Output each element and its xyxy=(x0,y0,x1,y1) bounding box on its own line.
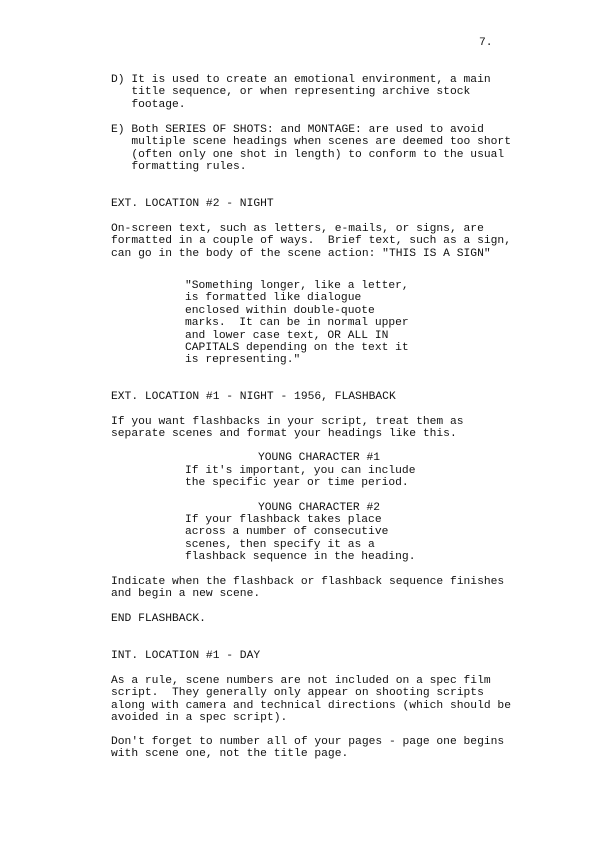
action-paragraph: If you want flashbacks in your script, treat them as separate scenes and format your headings like this. xyxy=(111,416,464,441)
action-paragraph: Indicate when the flashback or flashback sequence finishes and begin a new scene. xyxy=(111,576,505,601)
action-paragraph: On-screen text, such as letters, e-mails, or signs, are formatted in a couple of ways. Brief text, such as a sign, can go in the body of the scene action: "THIS IS A SIGN" xyxy=(111,223,511,260)
list-item-e: E) Both SERIES OF SHOTS: and MONTAGE: are used to avoid multiple scene headings when scenes are deemed too short (often only one shot in length) to conform to the usual formatting rules. xyxy=(111,124,511,174)
on-screen-text-quote: "Something longer, like a letter, is formatted like dialogue enclosed within double-quote marks. It can be in normal upper and lower case text, OR ALL IN CAPITALS depending on the text it is representing." xyxy=(185,280,409,367)
scene-heading: INT. LOCATION #1 - DAY xyxy=(111,650,261,662)
action-paragraph: As a rule, scene numbers are not included on a spec film script. They generally only appear on shooting scripts along with camera and technical directions (which should be avoided in a spec script). xyxy=(111,675,511,725)
scene-heading: EXT. LOCATION #1 - NIGHT - 1956, FLASHBACK xyxy=(111,391,396,403)
character-name: YOUNG CHARACTER #2 xyxy=(258,502,381,514)
list-item-d: D) It is used to create an emotional environment, a main title sequence, or when representing archive stock footage. xyxy=(111,74,491,111)
character-name: YOUNG CHARACTER #1 xyxy=(258,452,381,464)
scene-heading: EXT. LOCATION #2 - NIGHT xyxy=(111,198,274,210)
transition: END FLASHBACK. xyxy=(111,613,206,625)
dialogue-line: If your flashback takes place across a number of consecutive scenes, then specify it as a flashback sequence in the heading. xyxy=(185,514,416,564)
page-number: 7. xyxy=(479,37,493,49)
action-paragraph: Don't forget to number all of your pages - page one begins with scene one, not the title page. xyxy=(111,736,505,761)
dialogue-line: If it's important, you can include the specific year or time period. xyxy=(185,465,416,490)
